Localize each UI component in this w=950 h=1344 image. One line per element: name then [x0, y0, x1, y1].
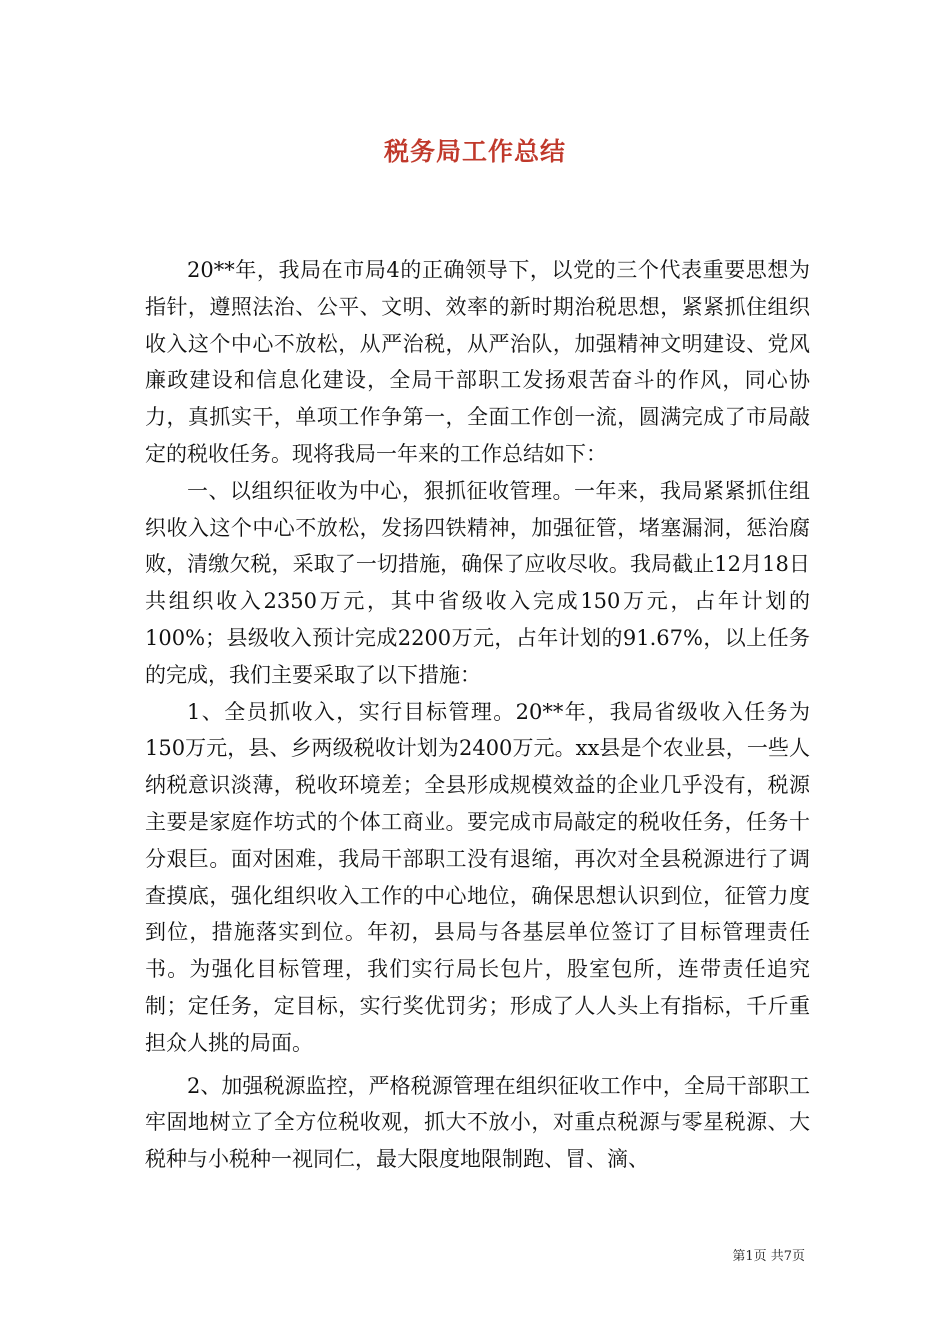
paragraph-intro: 20**年，我局在市局4的正确领导下，以党的三个代表重要思想为指针，遵照法治、公平、文明、效率的新时期治税思想，紧紧抓住组织收入这个中心不放松，从严治税，从严治队，加强精神文明建设、党风廉政建设和信息化建设，全局干部职工发扬艰苦奋斗的作风，同心协力，真抓实干，单项工作争第一，全面工作创一流，圆满完成了市局敲定的税收任务。现将我局一年来的工作总结如下：: [145, 258, 810, 466]
document-title: 税务局工作总结: [383, 137, 566, 166]
page-number: 第1页 共7页: [732, 1249, 805, 1264]
paragraph-item-one: 1、全员抓收入，实行目标管理。20**年，我局省级收入任务为150万元，县、乡两级税收计划为2400万元。xx县是个农业县，一些人纳税意识淡薄，税收环境差；全县形成规模效益的企业几乎没有，税源主要是家庭作坊式的个体工商业。要完成市局敲定的税收任务，任务十分艰巨。面对困难，我局干部职工没有退缩，再次对全县税源进行了调查摸底，强化组织收入工作的中心地位，确保思想认识到位，征管力度到位，措施落实到位。年初，县局与各基层单位签订了目标管理责任书。为强化目标管理，我们实行局长包片，股室包所，连带责任追究制；定任务，定目标，实行奖优罚劣；形成了人人头上有指标，千斤重担众人挑的局面。: [145, 699, 810, 1055]
document-body: [145, 252, 810, 1178]
paragraph-section-one: 一、以组织征收为中心，狠抓征收管理。一年来，我局紧紧抓住组织收入这个中心不放松，发扬四铁精神，加强征管，堵塞漏洞，惩治腐败，清缴欠税，采取了一切措施，确保了应收尽收。我局截止12月18日共组织收入2350万元，其中省级收入完成150万元，占年计划的100%；县级收入预计完成2200万元，占年计划的91.67%，以上任务的完成，我们主要采取了以下措施：: [145, 478, 810, 687]
paragraph-item-two: 2、加强税源监控，严格税源管理在组织征收工作中，全局干部职工牢固地树立了全方位税收观，抓大不放小，对重点税源与零星税源、大税种与小税种一视同仁，最大限度地限制跑、冒、滴、: [145, 1073, 810, 1172]
